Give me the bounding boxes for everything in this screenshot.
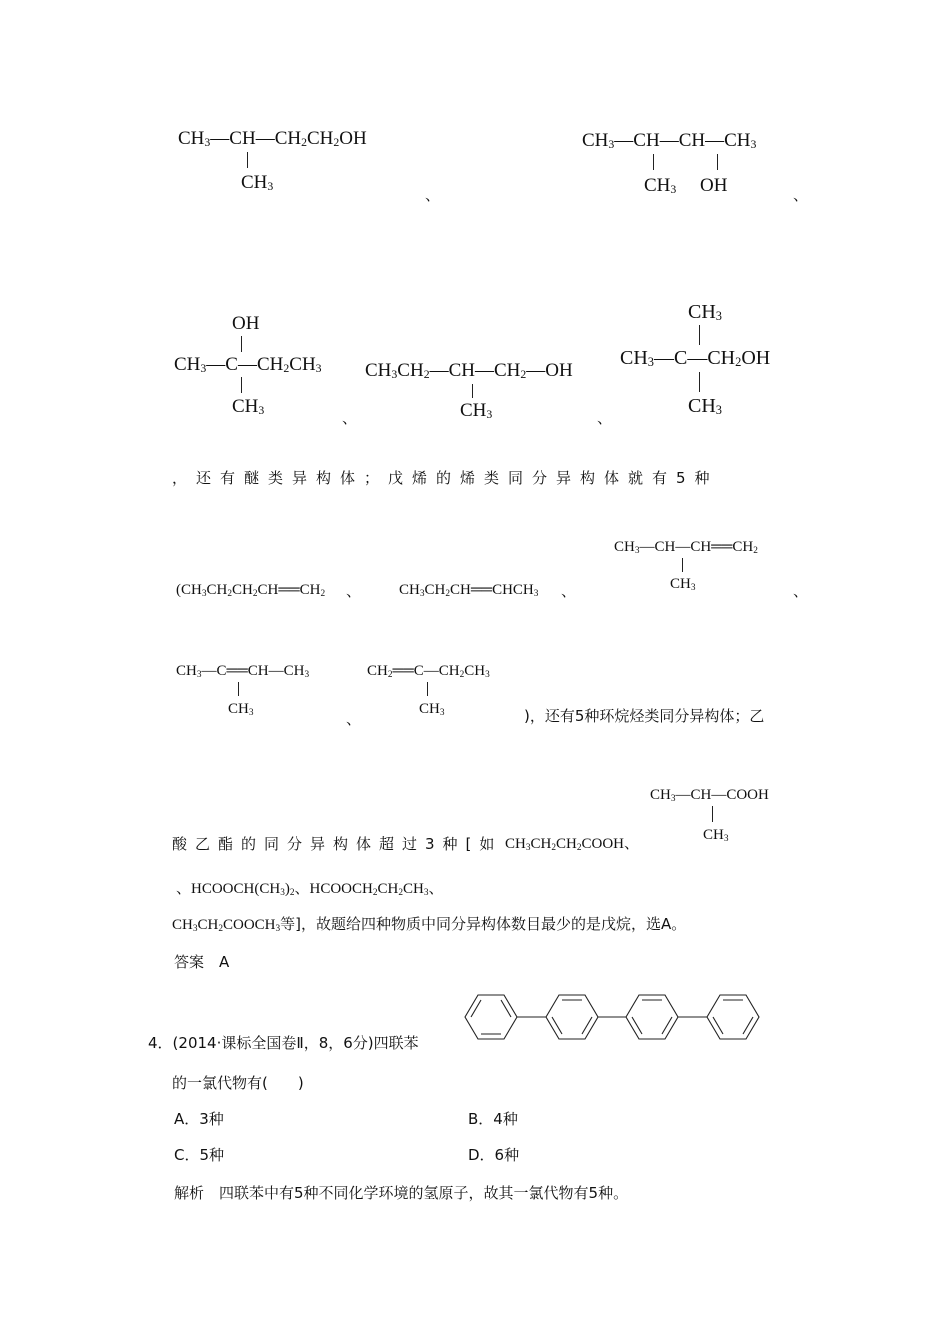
bond-line <box>241 377 242 393</box>
benzene-ring-4 <box>707 995 759 1039</box>
conclusion-text: 等]，故题给四种物质中同分异构体数目最少的是戊烷，选A。 <box>280 915 687 933</box>
formula-1 <box>178 128 367 154</box>
formula-3-top: OH <box>232 313 260 334</box>
formula-2-branch-2: OH <box>700 175 728 196</box>
conclusion-formula: $CH_3CH_2COOCH_3$ <box>172 917 281 934</box>
pentene-3-branch: $CH_3$ <box>670 576 696 593</box>
acid-formula: $CH_3—CH—COOH$ <box>650 787 769 804</box>
bond-line <box>427 682 428 696</box>
question-4-title: 4．(2014·课标全国卷Ⅱ，8，6分)四联苯 <box>148 1034 419 1052</box>
option-a: A．3种 <box>174 1110 224 1128</box>
separator: 、 <box>597 409 613 427</box>
formula-5: $CH_3—C—CH_2OH$ <box>620 347 771 369</box>
formula-2: $CH_3—CH—CH—CH_3$ <box>582 130 757 151</box>
bond-line <box>717 154 718 170</box>
bond-line <box>712 806 713 822</box>
separator: 、 <box>346 582 362 600</box>
formula-4: $CH_3CH_2—CH—CH_2—OH$ <box>365 360 573 381</box>
formula-4-branch: $CH_3$ <box>460 400 493 421</box>
text-ether-line: ，还有醚类异构体；戊烯的烯类同分异构体就有5种 <box>172 469 719 487</box>
pentene-3: $CH_3—CH—CH══CH_2$ <box>614 539 758 556</box>
separator: 、 <box>624 834 640 852</box>
separator: 、 <box>793 186 809 204</box>
option-d: D．6种 <box>468 1146 520 1164</box>
formula-3-bottom: $CH_3$ <box>232 396 265 417</box>
bond-line <box>472 384 473 398</box>
formula-1-branch: $CH_3$ <box>241 172 274 193</box>
bond-line <box>653 154 654 170</box>
pentene-5: $CH_2══C—CH_2CH_3$ <box>367 663 490 680</box>
benzene-ring-3 <box>626 995 678 1039</box>
formula-5-top: $CH_3$ <box>688 301 722 323</box>
formula-2-branch-1: $CH_3$ <box>644 175 677 196</box>
formula-5-bottom: $CH_3$ <box>688 395 722 417</box>
separator: 、 <box>793 582 809 600</box>
option-b: B．4种 <box>468 1110 518 1128</box>
analysis-line: 解析 四联苯中有5种不同化学环境的氢原子，故其一氯代物有5种。 <box>174 1184 629 1202</box>
benzene-ring-2 <box>546 995 598 1039</box>
option-c: C．5种 <box>174 1146 225 1164</box>
text-cyclo-line: )，还有5种环烷烃类同分异构体；乙 <box>524 707 765 725</box>
answer-line: 答案 A <box>174 953 230 971</box>
separator: 、 <box>425 186 441 204</box>
bond-line <box>699 372 700 392</box>
pentene-5-branch: $CH_3$ <box>419 701 445 718</box>
question-4-line2: 的一氯代物有( ) <box>172 1074 304 1092</box>
acid-formula-inline: $CH_3CH_2CH_2COOH$ <box>505 836 625 853</box>
acid-formula-branch: $CH_3$ <box>703 827 729 844</box>
bond-line <box>247 152 248 168</box>
pentene-2: $CH_3CH_2CH══CHCH_3$ <box>399 582 539 599</box>
bond-line <box>699 325 700 345</box>
text-acid-line: 酸乙酯的同分异构体超过3种[如 <box>172 835 503 853</box>
bond-line <box>682 558 683 572</box>
separator: 、 <box>346 710 362 728</box>
quaterphenyl-structure <box>450 985 775 1049</box>
benzene-ring-1 <box>465 995 517 1039</box>
pentene-1: ($CH_3CH_2CH_2CH══CH_2$ <box>176 582 326 599</box>
pentene-4-branch: $CH_3$ <box>228 701 254 718</box>
bond-line <box>241 336 242 352</box>
bond-line <box>238 682 239 696</box>
separator: 、 <box>342 409 358 427</box>
pentene-4: $CH_3—C══CH—CH_3$ <box>176 663 310 680</box>
formula-1-main: $CH_3—CH—CH_2CH_2OH$ <box>178 128 367 149</box>
text-acid-formula <box>505 834 639 857</box>
text-esters-line: 、$HCOOCH(CH_3)_2$、$HCOOCH_2CH_2CH_3$、 <box>176 881 444 898</box>
formula-3: $CH_3—C—CH_2CH_3$ <box>174 354 322 375</box>
text-conclusion-line <box>172 914 686 938</box>
separator: 、 <box>561 582 577 600</box>
